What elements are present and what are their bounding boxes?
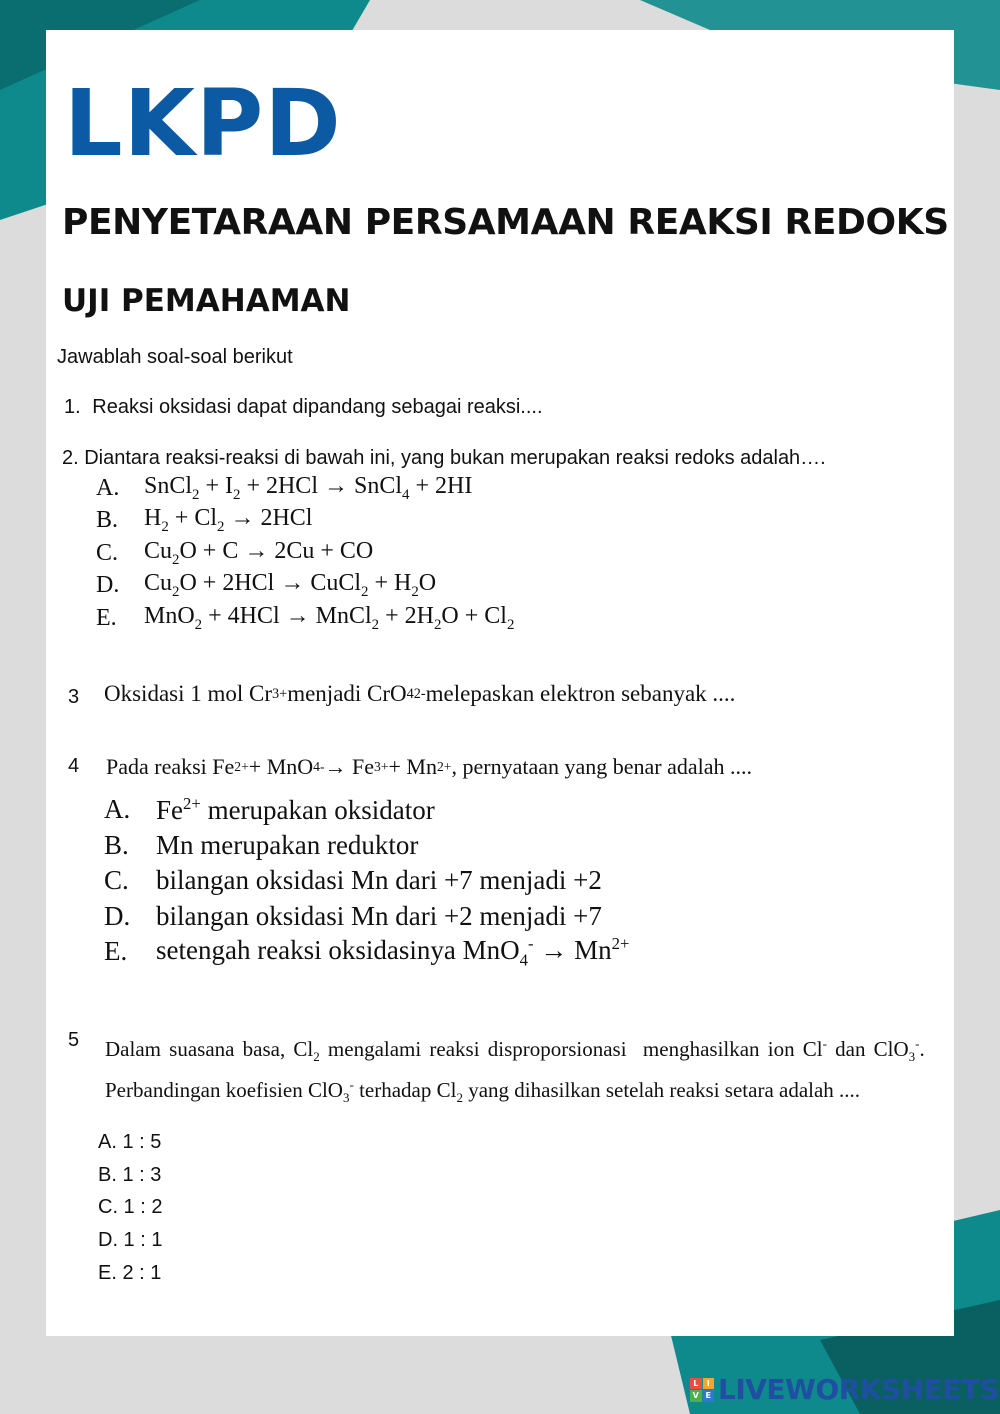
question-3-number: 3 <box>68 686 80 708</box>
question-4-options <box>98 792 808 978</box>
option-5b: B. 1 : 3 <box>98 1163 162 1186</box>
option-4c <box>98 863 808 899</box>
option-letter: D. <box>96 572 120 599</box>
option-letter: E. <box>104 936 128 967</box>
question-5-text: Dalam suasana basa, $Cl_2$ mengalami reaksi disproporsionasi menghasilkan ion Cl- dan ClO$_3$-. Perbandingan koefisien ClO$_3$- terhadap $Cl_2$ yang dihasilkan setelah reaksi setara adalah .... <box>98 1026 938 1116</box>
question-5-number: 5 <box>68 1029 80 1051</box>
option-formula: $Cu_2O + 2HCl$ → CuCl$_2$ + $H_2O$ <box>144 570 437 601</box>
option-letter: D. <box>104 900 131 931</box>
option-5e: E. 2 : 1 <box>98 1262 162 1285</box>
option-text: Mn merupakan reduktor <box>156 829 419 860</box>
question-3-text: Oksidasi 1 mol Cr 3+ menjadi CrO 4 2- melepaskan elektron sebanyak .... <box>98 671 860 717</box>
question-1 <box>64 396 543 419</box>
option-2d <box>90 570 582 603</box>
question-4-text: Pada reaksi Fe 2+ + MnO 4 - → Fe 3+ + Mn 2+ , pernyataan yang benar adalah .... <box>100 750 900 784</box>
page-title: LKPD <box>64 70 342 177</box>
question-1-text: Reaksi oksidasi dapat dipandang sebagai reaksi.... <box>92 396 543 418</box>
option-2a <box>90 472 582 505</box>
option-text: $Fe^{2+}$ merupakan oksidator <box>156 793 435 825</box>
option-2c <box>90 537 582 570</box>
option-letter: E. <box>96 604 117 631</box>
option-formula: $Cu_2O + C \to 2Cu$ + CO <box>144 537 374 568</box>
option-letter: C. <box>96 539 119 566</box>
option-text: setengah reaksi oksidasinya $MnO_4^- \to Mn^{2+}$ <box>156 933 630 969</box>
option-5d: D. 1 : 1 <box>98 1229 163 1252</box>
option-4e <box>98 934 808 970</box>
option-letter: A. <box>104 794 131 825</box>
option-5a: A. 1 : 5 <box>98 1130 162 1153</box>
option-formula: MnO$_2$ + 4HCl → MnCl$_2$ + $2H_2O + Cl_2$ <box>144 602 515 633</box>
question-5-options <box>98 1126 162 1290</box>
option-letter: C. <box>104 865 129 896</box>
option-letter: B. <box>104 829 129 860</box>
option-text: bilangan oksidasi Mn dari +7 menjadi +2 <box>156 865 602 896</box>
liveworksheets-logo <box>690 1373 999 1406</box>
section-heading: UJI PEMAHAMAN <box>62 283 351 319</box>
logo-text: LIVEWORKSHEETS <box>718 1373 1000 1406</box>
question-2-options <box>90 472 582 644</box>
question-2-text: 2. Diantara reaksi-reaksi di bawah ini, yang bukan merupakan reaksi redoks adalah…. <box>62 447 826 469</box>
option-4b <box>98 828 808 864</box>
option-letter: B. <box>96 507 119 534</box>
option-letter: A. <box>96 474 120 501</box>
option-formula: $H_2 + Cl_2 \to 2HCl$ <box>144 505 313 536</box>
question-4-number: 4 <box>68 755 80 777</box>
option-2e <box>90 602 582 635</box>
instruction-text: Jawablah soal-soal berikut <box>57 346 293 368</box>
page-subtitle: PENYETARAAN PERSAMAAN REAKSI REDOKS <box>62 202 949 243</box>
option-formula: SnCl$_2$ + $I_2 + 2HCl$ → SnCl$_4$ + 2HI <box>144 472 473 503</box>
option-4d <box>98 899 808 935</box>
logo-grid-icon: L I V E <box>690 1378 714 1402</box>
question-1-number: 1. <box>64 396 81 418</box>
option-5c: C. 1 : 2 <box>98 1196 163 1219</box>
option-4a <box>98 792 808 828</box>
option-text: bilangan oksidasi Mn dari +2 menjadi +7 <box>156 900 602 931</box>
option-2b <box>90 505 582 538</box>
